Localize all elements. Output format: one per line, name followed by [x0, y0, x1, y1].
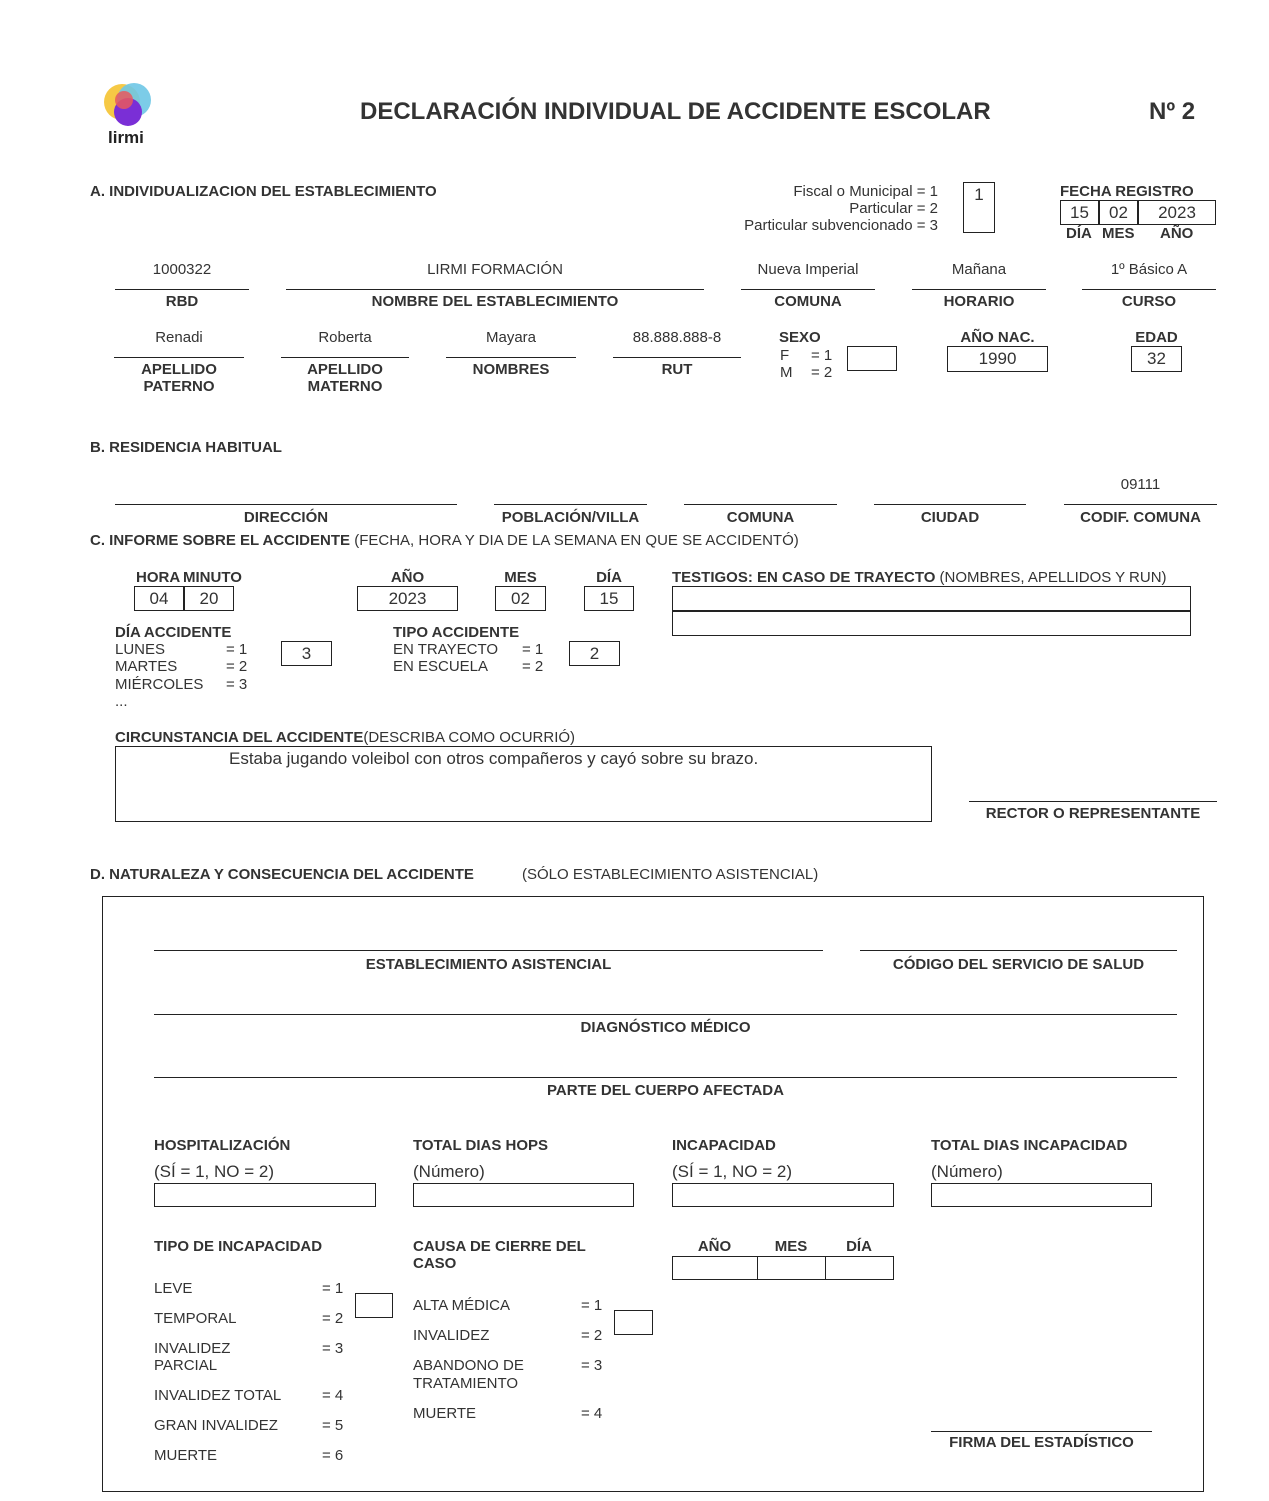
apellido-materno-value[interactable]: Roberta	[318, 329, 372, 346]
codif-line	[1064, 504, 1217, 505]
minuto-field[interactable]: 20	[184, 586, 234, 611]
rector-line	[969, 801, 1217, 802]
comuna-b-label: COMUNA	[726, 509, 795, 526]
fecha-d-dia-label: DÍA	[846, 1238, 872, 1255]
testigos-heading	[672, 569, 1167, 586]
tipo-accidente-label: TIPO ACCIDENTE	[393, 624, 520, 641]
fecha-anio-label: AÑO	[1160, 225, 1194, 242]
section-c-title: C. INFORME SOBRE EL ACCIDENTE	[90, 532, 351, 549]
dia-option-martes-code: = 2	[226, 658, 248, 675]
rbd-line	[115, 289, 249, 290]
fecha-registro-dia[interactable]: 15	[1060, 200, 1099, 225]
fecha-registro-label: FECHA REGISTRO	[1060, 183, 1194, 200]
fecha-mes-label: MES	[1102, 225, 1135, 242]
nombre-line	[286, 289, 704, 290]
testigos-label: TESTIGOS: EN CASO DE TRAYECTO	[672, 569, 936, 586]
tipo-option-1: Fiscal o Municipal = 1	[793, 183, 938, 200]
sexo-f: F	[780, 347, 790, 364]
incapacidad-sub: (SÍ = 1, NO = 2)	[672, 1162, 792, 1181]
tipo-inc-muerte: MUERTE	[154, 1447, 218, 1464]
circunstancia-heading	[115, 729, 575, 746]
total-dias-incapacidad-field[interactable]	[931, 1183, 1152, 1207]
poblacion-line	[494, 504, 647, 505]
circunstancia-label: CIRCUNSTANCIA DEL ACCIDENTE	[115, 729, 364, 746]
ciudad-value[interactable]	[874, 476, 1026, 494]
section-d-title: D. NATURALEZA Y CONSECUENCIA DEL ACCIDENTE	[90, 866, 474, 883]
fecha-d-dia-field[interactable]	[825, 1256, 894, 1280]
dia-option-more: ...	[115, 693, 128, 710]
hora-label: HORA	[136, 569, 181, 586]
total-dias-hops-label: TOTAL DIAS HOPS	[413, 1137, 549, 1154]
causa-alta-code: = 1	[581, 1297, 603, 1314]
logo-text: lirmi	[108, 128, 144, 147]
total-dias-incapacidad-sub: (Número)	[931, 1162, 1003, 1181]
dia-option-lunes: LUNES	[115, 641, 166, 658]
causa-muerte: MUERTE	[413, 1405, 477, 1422]
mes-c-field[interactable]: 02	[495, 586, 546, 611]
tipo-option-trayecto-code: = 1	[522, 641, 544, 658]
sexo-field[interactable]	[847, 346, 897, 371]
tipo-inc-temporal: TEMPORAL	[154, 1310, 237, 1327]
dia-accidente-label: DÍA ACCIDENTE	[115, 624, 232, 641]
poblacion-value[interactable]	[494, 476, 647, 494]
rut-value[interactable]: 88.888.888-8	[632, 329, 722, 346]
apellido-materno-label-1: APELLIDO	[307, 361, 383, 378]
rut-line	[613, 357, 741, 358]
causa-muerte-code: = 4	[581, 1405, 603, 1422]
lirmi-logo	[100, 78, 156, 150]
tipo-incapacidad-label: TIPO DE INCAPACIDAD	[154, 1238, 323, 1255]
apellido-paterno-line	[114, 357, 244, 358]
causa-abandono-code: = 3	[581, 1357, 603, 1374]
causa-alta: ALTA MÉDICA	[413, 1297, 510, 1314]
fecha-d-anio-label: AÑO	[697, 1238, 732, 1255]
nombres-value[interactable]: Mayara	[485, 329, 537, 346]
rut-label: RUT	[661, 361, 693, 378]
codigo-servicio-line	[860, 950, 1177, 951]
nombres-line	[446, 357, 576, 358]
comuna-b-line	[684, 504, 837, 505]
causa-abandono: ABANDONO DE TRATAMIENTO	[413, 1357, 524, 1392]
incapacidad-label: INCAPACIDAD	[672, 1137, 776, 1154]
testigos-field-2[interactable]	[672, 611, 1191, 636]
testigos-field-1[interactable]	[672, 586, 1191, 611]
total-dias-hops-sub: (Número)	[413, 1162, 485, 1181]
codif-comuna-label: CODIF. COMUNA	[1080, 509, 1201, 526]
hospitalizacion-field[interactable]	[154, 1183, 376, 1207]
tipo-inc-muerte-code: = 6	[322, 1447, 344, 1464]
direccion-line	[115, 504, 457, 505]
edad-field[interactable]: 32	[1131, 346, 1182, 372]
apellido-paterno-label-2: PATERNO	[143, 378, 215, 395]
firma-estadistico-line	[931, 1431, 1152, 1432]
nombres-label: NOMBRES	[472, 361, 550, 378]
tipo-inc-leve-code: = 1	[322, 1280, 344, 1297]
anio-nac-label: AÑO NAC.	[960, 329, 1035, 346]
rbd-label: RBD	[165, 293, 199, 310]
hospitalizacion-sub: (SÍ = 1, NO = 2)	[154, 1162, 274, 1181]
tipo-incapacidad-field[interactable]	[355, 1293, 393, 1318]
edad-label: EDAD	[1135, 329, 1178, 346]
tipo-inc-gran-code: = 5	[322, 1417, 344, 1434]
causa-invalidez-code: = 2	[581, 1327, 603, 1344]
ciudad-line	[874, 504, 1026, 505]
tipo-option-escuela: EN ESCUELA	[393, 658, 489, 675]
sexo-m: M	[780, 364, 793, 381]
hospitalizacion-label: HOSPITALIZACIÓN	[154, 1137, 291, 1154]
diagnostico-line	[154, 1014, 1177, 1015]
dia-option-martes: MARTES	[115, 658, 178, 675]
establecimiento-asistencial-line	[154, 950, 823, 951]
sexo-m-code: = 2	[811, 364, 833, 381]
mes-c-label: MES	[504, 569, 537, 586]
diagnostico-label: DIAGNÓSTICO MÉDICO	[580, 1019, 751, 1036]
form-number: Nº 2	[1149, 98, 1196, 125]
sexo-label: SEXO	[779, 329, 821, 346]
tipo-option-trayecto: EN TRAYECTO	[393, 641, 499, 658]
nombre-establecimiento-value[interactable]: LIRMI FORMACIÓN	[427, 261, 563, 278]
tipo-inc-leve: LEVE	[154, 1280, 193, 1297]
codigo-servicio-label: CÓDIGO DEL SERVICIO DE SALUD	[892, 956, 1145, 973]
ciudad-label: CIUDAD	[920, 509, 980, 526]
horario-label: HORARIO	[943, 293, 1015, 310]
section-c-heading	[90, 532, 799, 549]
curso-line	[1082, 289, 1216, 290]
tipo-accidente-field[interactable]: 2	[569, 641, 620, 666]
tipo-inc-total: INVALIDEZ TOTAL	[154, 1387, 282, 1404]
comuna-value[interactable]: Nueva Imperial	[757, 261, 859, 278]
parte-cuerpo-label: PARTE DEL CUERPO AFECTADA	[547, 1082, 784, 1099]
comuna-label: COMUNA	[774, 293, 842, 310]
anio-c-label: AÑO	[390, 569, 425, 586]
apellido-materno-line	[281, 357, 409, 358]
direccion-value[interactable]	[115, 476, 457, 494]
dia-accidente-field[interactable]: 3	[281, 641, 332, 666]
causa-cierre-label-2: CASO	[413, 1255, 457, 1272]
fecha-d-mes-label: MES	[774, 1238, 808, 1255]
hora-field[interactable]: 04	[134, 586, 184, 611]
comuna-b-value[interactable]	[684, 476, 837, 494]
tipo-option-2: Particular = 2	[849, 200, 938, 217]
section-d-subtitle: (SÓLO ESTABLECIMIENTO ASISTENCIAL)	[522, 866, 819, 883]
horario-line	[912, 289, 1046, 290]
direccion-label: DIRECCIÓN	[243, 509, 329, 526]
anio-c-field[interactable]: 2023	[357, 586, 458, 611]
lirmi-logo-icon	[100, 78, 156, 130]
tipo-inc-parcial-code: = 3	[322, 1340, 344, 1357]
section-a-title: A. INDIVIDUALIZACION DEL ESTABLECIMIENTO	[90, 183, 437, 200]
parte-cuerpo-line	[154, 1077, 1177, 1078]
total-dias-hops-field[interactable]	[413, 1183, 634, 1207]
tipo-establecimiento-field[interactable]: 1	[963, 182, 995, 233]
circunstancia-value: Estaba jugando voleibol con otros compañeros y cayó sobre su brazo.	[229, 749, 759, 768]
total-dias-incapacidad-label: TOTAL DIAS INCAPACIDAD	[931, 1137, 1128, 1154]
incapacidad-field[interactable]	[672, 1183, 894, 1207]
testigos-sub: (NOMBRES, APELLIDOS Y RUN)	[939, 569, 1167, 586]
rector-label: RECTOR O REPRESENTANTE	[985, 805, 1201, 822]
curso-value[interactable]: 1º Básico A	[1110, 261, 1188, 278]
apellido-materno-label-2: MATERNO	[307, 378, 383, 395]
establecimiento-asistencial-label: ESTABLECIMIENTO ASISTENCIAL	[365, 956, 612, 973]
comuna-line	[741, 289, 875, 290]
causa-cierre-field[interactable]	[614, 1310, 653, 1335]
rbd-value[interactable]: 1000322	[152, 261, 212, 278]
tipo-inc-gran: GRAN INVALIDEZ	[154, 1417, 278, 1434]
causa-cierre-label-1: CAUSA DE CIERRE DEL	[413, 1238, 586, 1255]
poblacion-label: POBLACIÓN/VILLA	[501, 509, 640, 526]
dia-option-miercoles-code: = 3	[226, 676, 248, 693]
curso-label: CURSO	[1121, 293, 1177, 310]
circunstancia-field[interactable]	[115, 746, 932, 822]
horario-value[interactable]: Mañana	[951, 261, 1007, 278]
sexo-f-code: = 1	[811, 347, 833, 364]
anio-nac-field[interactable]: 1990	[947, 346, 1048, 372]
tipo-option-3: Particular subvencionado = 3	[744, 217, 938, 234]
tipo-inc-total-code: = 4	[322, 1387, 344, 1404]
dia-c-field[interactable]: 15	[584, 586, 634, 611]
tipo-inc-parcial: INVALIDEZ PARCIAL	[154, 1340, 231, 1374]
apellido-paterno-value[interactable]: Renadi	[155, 329, 203, 346]
section-b-title: B. RESIDENCIA HABITUAL	[90, 439, 282, 456]
fecha-registro-mes[interactable]: 02	[1099, 200, 1138, 225]
tipo-inc-temporal-code: = 2	[322, 1310, 344, 1327]
dia-option-lunes-code: = 1	[226, 641, 248, 658]
fecha-dia-label: DÍA	[1066, 225, 1092, 242]
page-title: DECLARACIÓN INDIVIDUAL DE ACCIDENTE ESCOLAR	[360, 98, 991, 125]
causa-invalidez: INVALIDEZ	[413, 1327, 490, 1344]
tipo-option-escuela-code: = 2	[522, 658, 544, 675]
circunstancia-sub: (DESCRIBA COMO OCURRIÓ)	[363, 729, 576, 746]
minuto-label: MINUTO	[183, 569, 242, 586]
fecha-registro-anio[interactable]: 2023	[1138, 200, 1216, 225]
dia-option-miercoles: MIÉRCOLES	[115, 676, 204, 693]
firma-estadistico-label: FIRMA DEL ESTADÍSTICO	[949, 1434, 1134, 1451]
dia-c-label: DÍA	[596, 569, 622, 586]
apellido-paterno-label-1: APELLIDO	[141, 361, 217, 378]
fecha-d-anio-field[interactable]	[672, 1256, 758, 1280]
fecha-d-mes-field[interactable]	[757, 1256, 826, 1280]
section-c-subtitle: (FECHA, HORA Y DIA DE LA SEMANA EN QUE SE ACCIDENTÓ)	[354, 532, 799, 549]
codif-comuna-value[interactable]: 09111	[1120, 476, 1161, 493]
nombre-establecimiento-label: NOMBRE DEL ESTABLECIMIENTO	[371, 293, 619, 310]
